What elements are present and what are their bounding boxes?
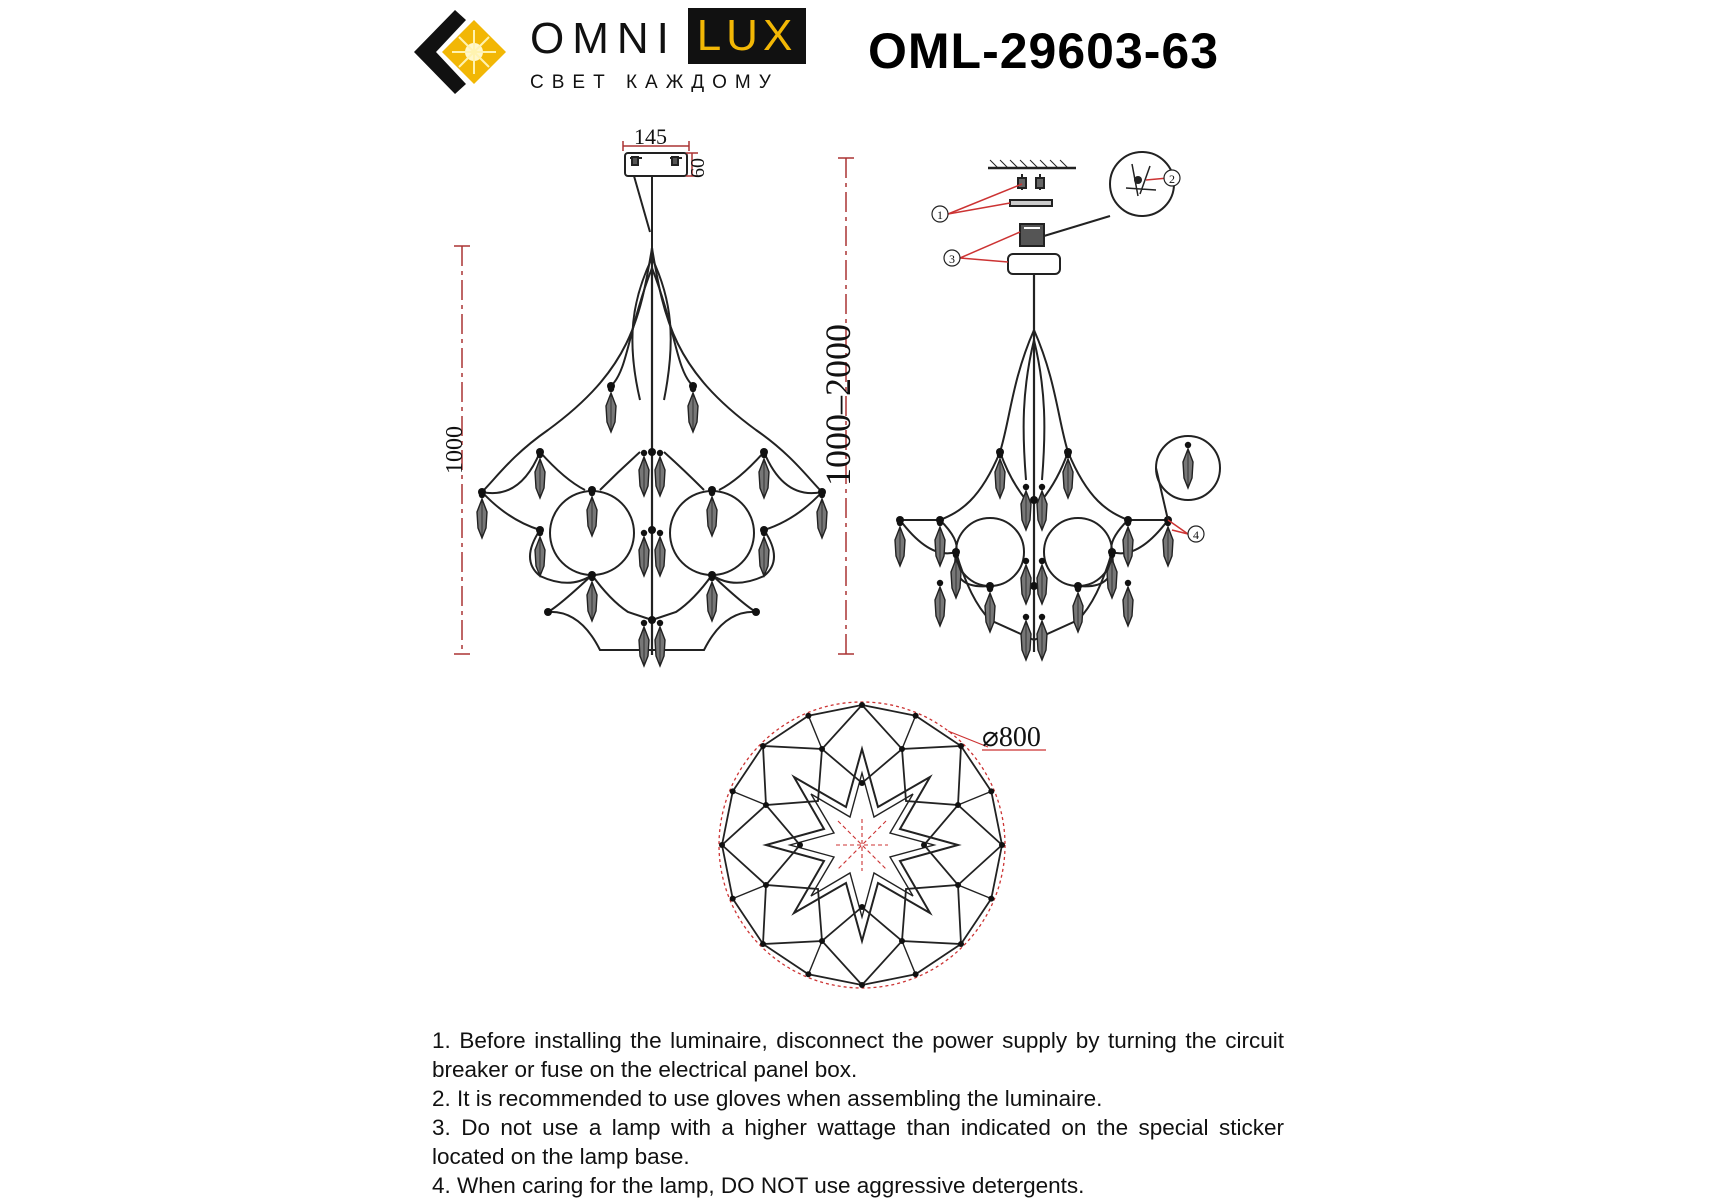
diameter-label: ⌀800: [982, 722, 1041, 753]
side-view: [896, 152, 1220, 652]
callout-3: 3: [949, 252, 955, 266]
canopy-width-label: 145: [634, 124, 667, 149]
note-3: 3. Do not use a lamp with a higher wattage than indicated on the special sticker located on the lamp base.: [432, 1115, 1284, 1169]
top-view: [719, 702, 1005, 988]
installation-notes: [432, 1026, 1284, 1200]
canopy-height-label: 60: [687, 158, 709, 178]
brand-tagline: СВЕТ КАЖДОМУ: [530, 72, 779, 93]
note-4: 4. When caring for the lamp, DO NOT use aggressive detergents.: [432, 1173, 1085, 1198]
brand-name-omni: OMNI: [530, 14, 677, 63]
callout-4: 4: [1193, 528, 1199, 542]
total-height-label: 1000–2000: [818, 324, 858, 486]
callout-2: 2: [1169, 172, 1175, 186]
brand-name-lux: LUX: [688, 8, 806, 64]
front-view: [478, 153, 826, 655]
note-1: 1. Before installing the luminaire, disconnect the power supply by turning the circuit breaker or fuse on the electrical panel box.: [432, 1028, 1284, 1082]
model-number: OML-29603-63: [868, 23, 1220, 79]
note-2: 2. It is recommended to use gloves when assembling the luminaire.: [432, 1086, 1103, 1111]
front-dimensions: [454, 141, 854, 654]
body-height-label: 1000: [442, 426, 468, 474]
callout-1: 1: [937, 208, 943, 222]
